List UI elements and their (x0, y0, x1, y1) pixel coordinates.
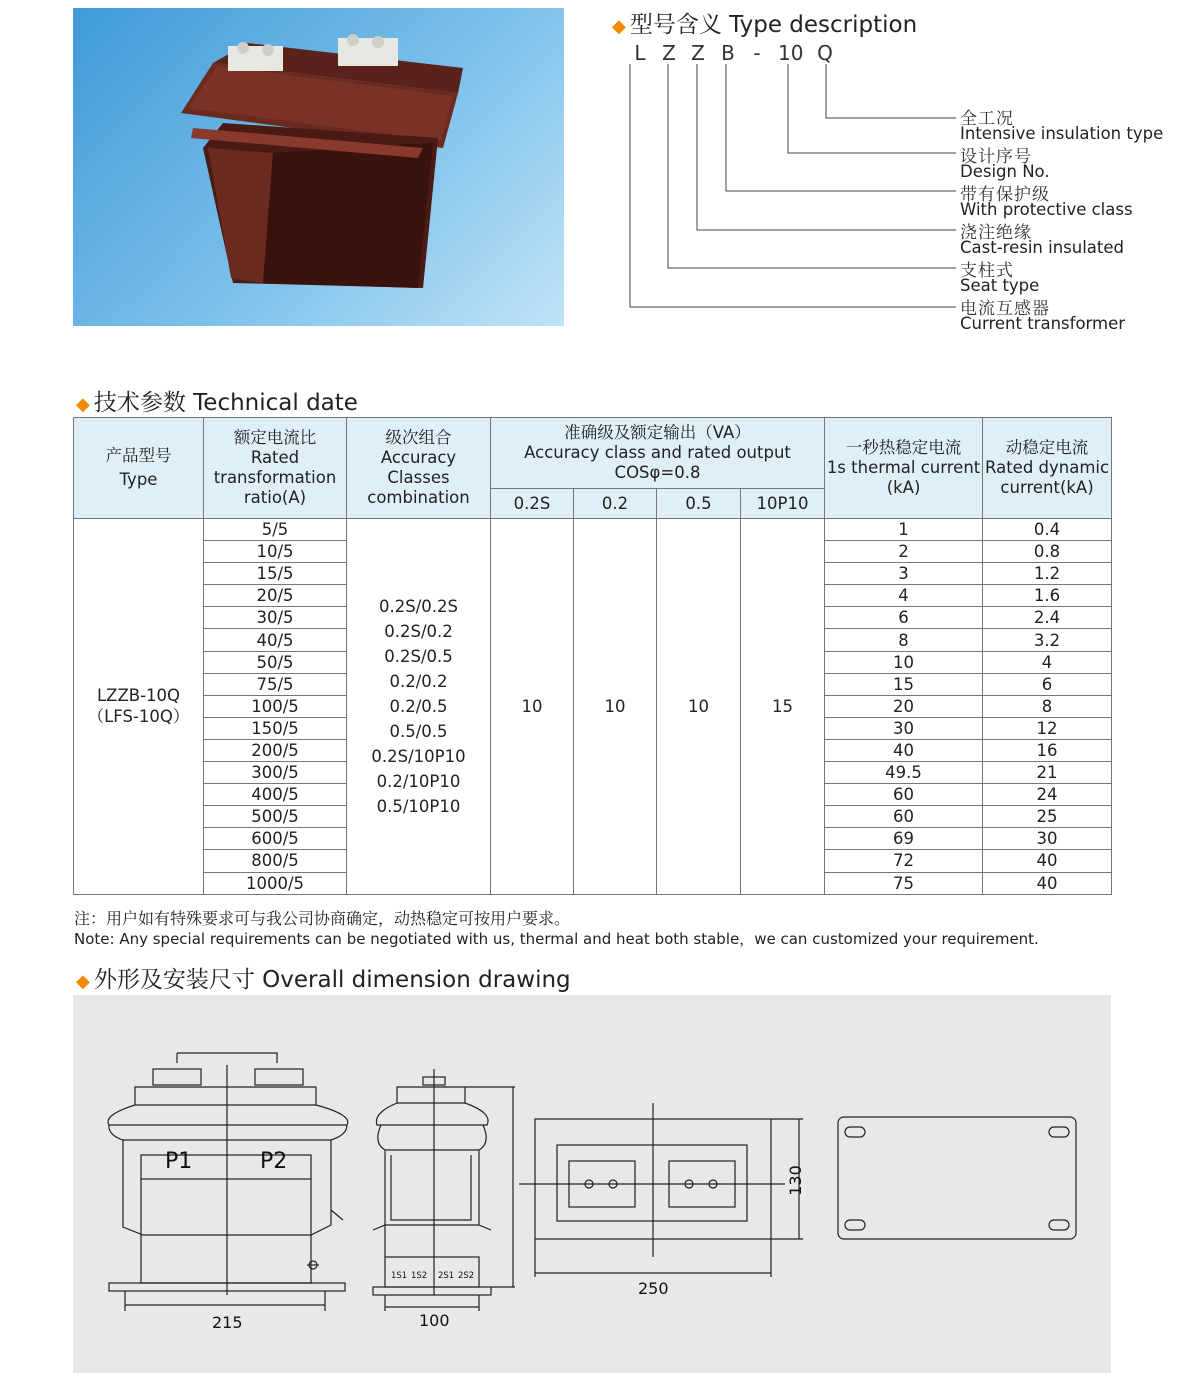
legend-en-3: With protective class (960, 200, 1133, 219)
output-02: 10 (574, 519, 657, 895)
ratio-cell: 75/5 (204, 673, 347, 695)
header-dynamic-zh: 动稳定电流 (1005, 438, 1089, 457)
dynamic-cell: 12 (983, 717, 1112, 739)
thermal-cell: 10 (825, 651, 983, 673)
ratio-cell: 800/5 (204, 850, 347, 872)
header-type (74, 418, 204, 519)
dim-top-width: 250 (638, 1279, 669, 1298)
header-sub-10p10: 10P10 (741, 489, 825, 519)
header-ratio (204, 418, 347, 519)
header-sub-05: 0.5 (657, 489, 741, 519)
note-zh: 注：用户如有特殊要求可与我公司协商确定，动热稳定可按用户要求。 (74, 909, 571, 928)
ratio-cell: 40/5 (204, 629, 347, 651)
header-thermal (825, 418, 983, 519)
dimension-drawing-panel (73, 995, 1111, 1373)
class-item: 0.5/10P10 (376, 796, 461, 816)
type-value-1: LZZB-10Q (96, 686, 181, 706)
header-thermal-en2: (kA) (886, 478, 921, 497)
legend-zh-3: 带有保护级 (960, 185, 1050, 205)
code-number: 10 (778, 41, 804, 65)
legend-en-1: Intensive insulation type (960, 124, 1164, 143)
dynamic-cell: 21 (983, 762, 1112, 784)
code-letter-5: Q (817, 41, 833, 65)
thermal-cell: 1 (825, 519, 983, 541)
type-description-title: 型号含义 Type description (629, 12, 918, 38)
ratio-cell: 5/5 (204, 519, 347, 541)
header-classes-en2: Classes (387, 468, 450, 487)
thermal-cell: 4 (825, 585, 983, 607)
dynamic-cell: 0.4 (983, 519, 1112, 541)
dynamic-cell: 40 (983, 850, 1112, 872)
header-ratio-en2: transformation (213, 468, 337, 487)
thermal-cell: 2 (825, 541, 983, 563)
header-sub-02: 0.2 (574, 489, 657, 519)
dynamic-cell: 2.4 (983, 607, 1112, 629)
dynamic-cell: 25 (983, 806, 1112, 828)
legend-zh-1: 全工况 (960, 109, 1014, 129)
header-accuracy (491, 418, 825, 489)
ratio-cell: 300/5 (204, 762, 347, 784)
ratio-cell: 500/5 (204, 806, 347, 828)
ratio-cell: 150/5 (204, 717, 347, 739)
product-photo (73, 8, 564, 326)
dynamic-cell: 16 (983, 739, 1112, 761)
thermal-cell: 60 (825, 784, 983, 806)
thermal-cell: 49.5 (825, 762, 983, 784)
diamond-bullet-icon: ◆ (76, 394, 90, 415)
header-ratio-zh: 额定电流比 (233, 428, 317, 447)
header-type-zh: 产品型号 (105, 446, 172, 465)
table-row (74, 519, 1112, 541)
terminal-label: 1S2 (411, 1271, 428, 1281)
ratio-cell: 10/5 (204, 541, 347, 563)
dimension-heading (76, 961, 571, 994)
thermal-cell: 75 (825, 872, 983, 894)
thermal-cell: 60 (825, 806, 983, 828)
p2-label: P2 (260, 1149, 288, 1174)
class-item: 0.2S/0.2 (384, 621, 453, 641)
type-value-2: （LFS-10Q） (87, 707, 190, 727)
technical-data-table (73, 417, 1112, 895)
class-item: 0.2S/10P10 (371, 746, 466, 766)
diamond-bullet-icon: ◆ (76, 971, 90, 992)
header-accuracy-en: Accuracy class and rated output (524, 443, 791, 462)
classes-cell (347, 519, 491, 895)
header-ratio-en3: ratio(A) (243, 488, 307, 507)
header-dynamic-en1: Rated dynamic (985, 458, 1110, 477)
dynamic-cell: 8 (983, 695, 1112, 717)
note-en: Note: Any special requirements can be negotiated with us, thermal and heat both stable，we can customized your requirement. (74, 930, 1039, 948)
header-classes (347, 418, 491, 519)
output-02s: 10 (491, 519, 574, 895)
ratio-cell: 600/5 (204, 828, 347, 850)
header-sub-02s: 0.2S (491, 489, 574, 519)
header-ratio-en1: Rated (250, 448, 300, 467)
code-letter-3: Z (691, 41, 705, 65)
dynamic-cell: 24 (983, 784, 1112, 806)
header-thermal-zh: 一秒热稳定电流 (845, 438, 962, 457)
legend-zh-4: 浇注绝缘 (960, 223, 1032, 243)
ratio-cell: 15/5 (204, 563, 347, 585)
output-10p10: 15 (741, 519, 825, 895)
legend-en-2: Design No. (960, 162, 1050, 181)
class-item: 0.5/0.5 (389, 721, 448, 741)
class-item: 0.2S/0.2S (379, 596, 458, 616)
p1-label: P1 (165, 1149, 193, 1174)
legend-zh-6: 电流互感器 (960, 299, 1050, 319)
dynamic-cell: 30 (983, 828, 1112, 850)
ratio-cell: 50/5 (204, 651, 347, 673)
thermal-cell: 8 (825, 629, 983, 651)
class-item: 0.2/0.2 (389, 671, 448, 691)
terminal-label: 1S1 (391, 1271, 408, 1281)
code-letter-4: B (721, 41, 735, 65)
code-dash: - (753, 41, 761, 65)
header-accuracy-zh: 准确级及额定输出（VA） (564, 423, 751, 442)
thermal-cell: 30 (825, 717, 983, 739)
thermal-cell: 40 (825, 739, 983, 761)
dim-top-height: 130 (785, 1165, 805, 1196)
technical-data-title: 技术参数 Technical date (93, 390, 358, 416)
ratio-cell: 20/5 (204, 585, 347, 607)
header-dynamic-en2: current(kA) (1000, 478, 1094, 497)
dynamic-cell: 1.2 (983, 563, 1112, 585)
thermal-cell: 72 (825, 850, 983, 872)
technical-data-heading (76, 384, 358, 417)
header-thermal-en1: 1s thermal current (826, 458, 981, 477)
terminal-label: 2S1 (438, 1271, 455, 1281)
class-item: 0.2/0.5 (389, 696, 448, 716)
dynamic-cell: 6 (983, 673, 1112, 695)
dynamic-cell: 3.2 (983, 629, 1112, 651)
legend-en-6: Current transformer (960, 314, 1126, 333)
header-dynamic (983, 418, 1112, 519)
terminal-label: 2S2 (458, 1271, 475, 1281)
thermal-cell: 3 (825, 563, 983, 585)
ratio-cell: 400/5 (204, 784, 347, 806)
thermal-cell: 6 (825, 607, 983, 629)
thermal-cell: 69 (825, 828, 983, 850)
diamond-bullet-icon: ◆ (612, 16, 626, 37)
legend-en-4: Cast-resin insulated (960, 238, 1124, 257)
header-classes-zh: 级次组合 (385, 428, 452, 447)
dim-front-width: 215 (212, 1313, 243, 1332)
dim-side-width: 100 (419, 1311, 450, 1330)
dynamic-cell: 4 (983, 651, 1112, 673)
header-classes-en1: Accuracy (380, 448, 457, 467)
dynamic-cell: 40 (983, 872, 1112, 894)
type-value-cell (74, 519, 204, 895)
legend-en-5: Seat type (960, 276, 1040, 295)
legend-zh-2: 设计序号 (960, 147, 1032, 167)
code-letter-1: L (634, 41, 646, 65)
header-type-en: Type (119, 470, 158, 489)
legend-zh-5: 支柱式 (960, 261, 1014, 281)
ratio-cell: 30/5 (204, 607, 347, 629)
type-code-connector-lines (600, 60, 980, 310)
dynamic-cell: 1.6 (983, 585, 1112, 607)
thermal-cell: 15 (825, 673, 983, 695)
class-item: 0.2S/0.5 (384, 646, 453, 666)
output-05: 10 (657, 519, 741, 895)
code-letter-2: Z (662, 41, 676, 65)
dimension-title: 外形及安装尺寸 Overall dimension drawing (93, 967, 571, 993)
ratio-cell: 100/5 (204, 695, 347, 717)
ratio-cell: 200/5 (204, 739, 347, 761)
thermal-cell: 20 (825, 695, 983, 717)
dynamic-cell: 0.8 (983, 541, 1112, 563)
ratio-cell: 1000/5 (204, 872, 347, 894)
class-item: 0.2/10P10 (376, 771, 461, 791)
type-description-heading (612, 6, 917, 39)
header-classes-en3: combination (367, 488, 470, 507)
header-cos: COSφ=0.8 (614, 463, 701, 482)
